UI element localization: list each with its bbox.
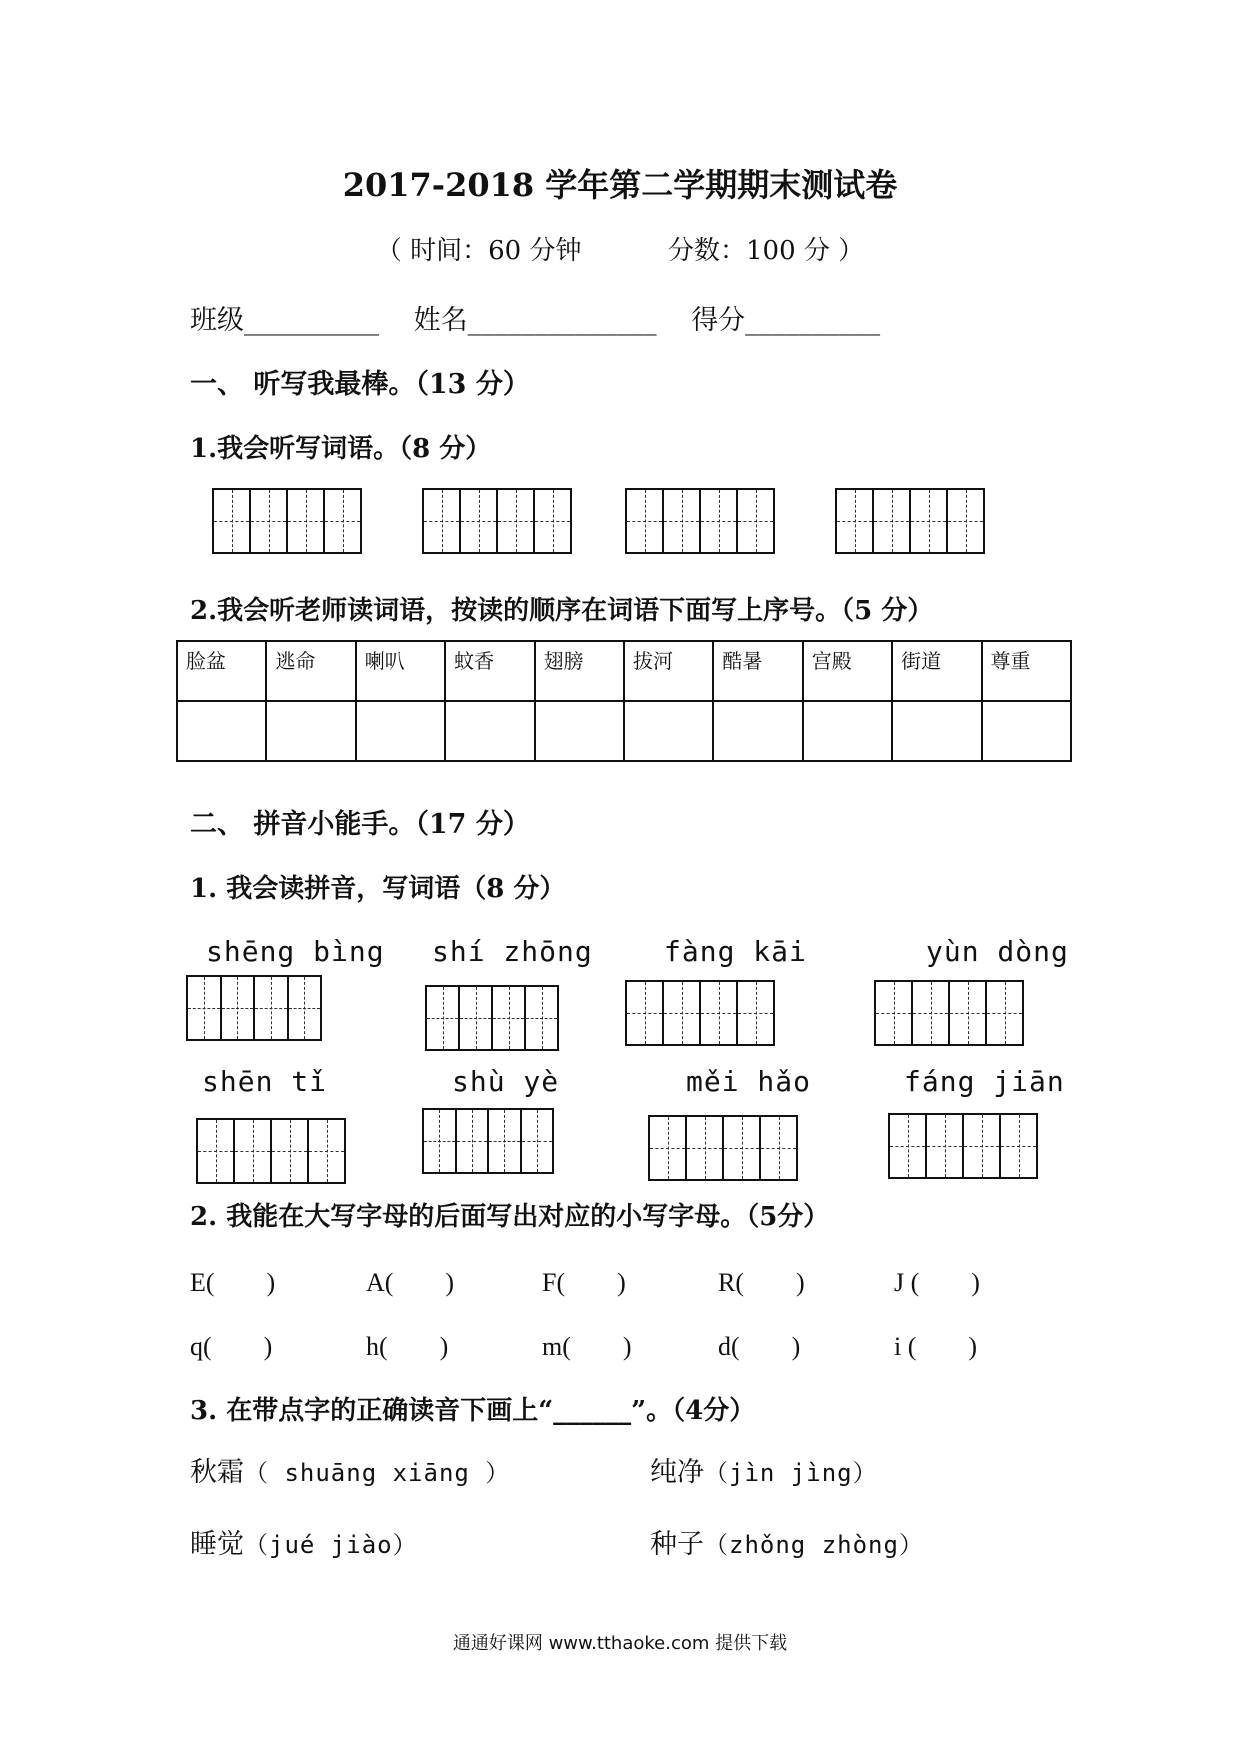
section1-q1: 1.我会听写词语。（8 分） [190, 434, 492, 464]
writing-grid [874, 980, 1024, 1046]
item-word: 纯净 [650, 1457, 704, 1488]
writing-grid [186, 975, 322, 1041]
letter-blank: h( ) [366, 1332, 449, 1361]
answer-cell [982, 701, 1071, 761]
answer-cell [535, 701, 624, 761]
writing-grid [422, 1108, 554, 1174]
word-cell: 蚊香 [445, 641, 534, 701]
page-title: 2017-2018 学年第二学期期末测试卷 [342, 166, 898, 204]
word-cell: 脸盆 [177, 641, 266, 701]
class-field: 班级__________ [190, 305, 379, 336]
item-word: 秋霜 [190, 1457, 244, 1488]
pinyin-label: měi hǎo [686, 1065, 812, 1098]
exam-meta [0, 230, 1240, 267]
pinyin-label: shēng bìng [206, 935, 385, 968]
answer-cell [356, 701, 445, 761]
word-cell: 喇叭 [356, 641, 445, 701]
reading-item [190, 1450, 510, 1489]
item-word: 睡觉 [190, 1529, 244, 1560]
footer-credit: 通通好课网 www.tthaoke.com 提供下载 [452, 1633, 788, 1654]
letter-blank: q( ) [190, 1332, 273, 1361]
total-score: 分数：100 分 ） [668, 236, 865, 266]
word-cell: 拔河 [624, 641, 713, 701]
item-word: 种子 [650, 1529, 704, 1560]
student-info [190, 298, 1090, 337]
writing-grid [196, 1118, 346, 1184]
word-cell: 逃命 [266, 641, 355, 701]
writing-grid [648, 1115, 798, 1181]
word-cell: 宫殿 [803, 641, 892, 701]
answer-cell [177, 701, 266, 761]
item-options: （jué jiào） [244, 1531, 418, 1559]
letter-blank: E( ) [190, 1268, 276, 1297]
letter-blank: m( ) [542, 1332, 632, 1361]
reading-item [190, 1522, 418, 1561]
pinyin-label: fàng kāi [664, 935, 807, 968]
letter-blank: R( ) [718, 1268, 805, 1297]
letter-blank: J ( ) [894, 1268, 980, 1297]
section2-q2: 2. 我能在大写字母的后面写出对应的小写字母。（5分） [190, 1202, 830, 1232]
word-cell: 翅膀 [535, 641, 624, 701]
letter-blank: i ( ) [894, 1332, 978, 1361]
uppercase-row [190, 1262, 1090, 1299]
letter-blank: F( ) [542, 1268, 626, 1297]
pinyin-label: yùn dòng [926, 935, 1069, 968]
time-limit: （ 时间：60 分钟 [375, 236, 582, 266]
section2-q3: 3. 在带点字的正确读音下画上“______”。（4分） [190, 1396, 756, 1426]
section1-q2: 2.我会听老师读词语，按读的顺序在词语下面写上序号。（5 分） [190, 596, 934, 626]
writing-grid [422, 488, 572, 554]
item-options: （jìn jìng） [704, 1459, 878, 1487]
pinyin-label: shí zhōng [432, 935, 593, 968]
answer-cell [445, 701, 534, 761]
letter-blank: d( ) [718, 1332, 801, 1361]
answer-cell [266, 701, 355, 761]
letter-blank: A( ) [366, 1268, 455, 1297]
grade-field: 得分__________ [691, 305, 881, 336]
word-cell: 尊重 [982, 641, 1071, 701]
writing-grid [835, 488, 985, 554]
reading-item [650, 1522, 924, 1561]
answer-cell [624, 701, 713, 761]
section2-heading: 二、 拼音小能手。（17 分） [190, 809, 530, 840]
item-options: （zhǒng zhòng） [704, 1531, 924, 1559]
answer-cell [803, 701, 892, 761]
writing-grid [425, 985, 559, 1051]
reading-item [650, 1450, 878, 1489]
name-field: 姓名______________ [413, 305, 657, 336]
pinyin-label: shù yè [452, 1065, 560, 1098]
item-options: （ shuāng xiāng ） [244, 1459, 511, 1487]
word-cell: 酷暑 [713, 641, 802, 701]
writing-grid [625, 980, 775, 1046]
section1-heading: 一、 听写我最棒。（13 分） [190, 369, 530, 400]
writing-grid [625, 488, 775, 554]
answer-cell [892, 701, 981, 761]
pinyin-label: shēn tǐ [202, 1065, 328, 1098]
answer-cell [713, 701, 802, 761]
word-order-table [176, 640, 1072, 762]
section2-q1: 1. 我会读拼音，写词语（8 分） [190, 874, 566, 904]
lowercase-row [190, 1326, 1090, 1363]
pinyin-label: fáng jiān [904, 1065, 1065, 1098]
writing-grid [888, 1113, 1038, 1179]
writing-grid [212, 488, 362, 554]
word-cell: 街道 [892, 641, 981, 701]
